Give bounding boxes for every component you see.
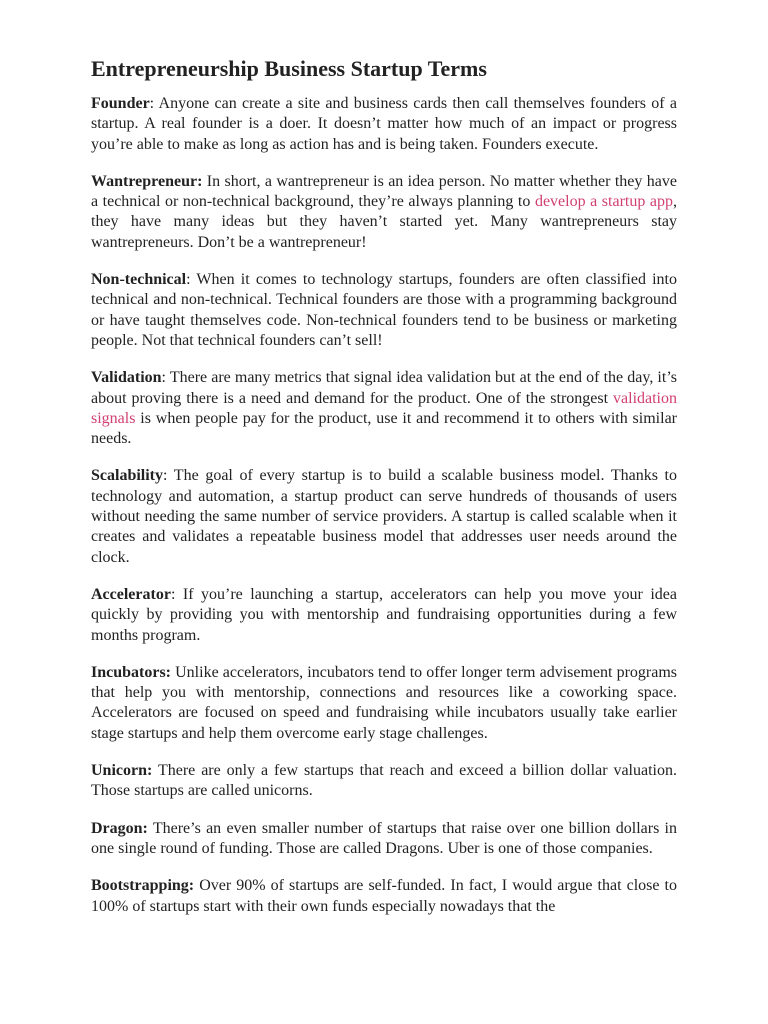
term-paragraph bbox=[91, 876, 677, 917]
term-paragraph bbox=[91, 466, 677, 567]
term-definition-text: Unlike accelerators, incubators tend to offer longer term advisement programs that help you with mentorship, connections and resources like a coworking space. Accelerators are focused on speed and fundraising while incubators usually take earlier stage startups and help them overcome early stage challenges. bbox=[91, 663, 677, 742]
term-paragraph bbox=[91, 270, 677, 351]
term-name: Unicorn: bbox=[91, 762, 153, 780]
term-paragraph bbox=[91, 761, 677, 802]
term-definition-text: , they have many ideas but they haven’t started yet. Many wantrepreneurs stay wantrepreneurs. Don’t be a wantrepreneur! bbox=[91, 193, 677, 251]
term-definition-text: : If you’re launching a startup, accelerators can help you move your idea quickly by providing you with mentorship and fundraising opportunities during a few months program. bbox=[91, 585, 677, 644]
term-paragraph bbox=[91, 94, 677, 155]
term-name: Founder bbox=[91, 95, 150, 112]
term-name: Scalability bbox=[91, 467, 164, 485]
term-name: Validation bbox=[91, 369, 162, 387]
term-definition-text: : When it comes to technology startups, founders are often classified into technical and non-technical. Technical founders are those with a programming background or have taught themselves code. Non-technical founders tend to be business or marketing people. Not that technical founders can’t sell! bbox=[91, 271, 677, 349]
terms-list bbox=[91, 94, 677, 917]
term-definition-text: : Anyone can create a site and business cards then call themselves founders of a startup. A real founder is a doer. It doesn’t matter how much of an impact or progress you’re able to make as long as action has and is being taken. Founders execute. bbox=[91, 95, 677, 153]
term-definition-text: : There are many metrics that signal idea validation but at the end of the day, it’s about proving there is a need and demand for the product. One of the strongest bbox=[91, 369, 677, 407]
term-name: Dragon: bbox=[91, 819, 148, 837]
term-definition-text: There are only a few startups that reach and exceed a billion dollar valuation. Those startups are called unicorns. bbox=[91, 762, 677, 800]
inline-link[interactable]: develop a startup app bbox=[534, 193, 673, 211]
term-paragraph bbox=[91, 368, 677, 449]
term-name: Bootstrapping: bbox=[91, 877, 195, 895]
term-paragraph bbox=[91, 663, 677, 744]
term-paragraph bbox=[91, 172, 677, 253]
inline-link[interactable]: validation signals bbox=[91, 389, 677, 427]
term-paragraph bbox=[91, 819, 677, 860]
term-name: Incubators: bbox=[91, 663, 172, 681]
term-paragraph bbox=[91, 585, 677, 646]
term-name: Accelerator bbox=[91, 585, 171, 603]
term-definition-text: Over 90% of startups are self-funded. In fact, I would argue that close to 100% of startups start with their own funds especially nowadays that the bbox=[91, 877, 677, 915]
term-definition-text: In short, a wantrepreneur is an idea person. No matter whether they have a technical or non-technical background, they’re always planning to bbox=[91, 172, 677, 211]
term-definition-text: : The goal of every startup is to build a scalable business model. Thanks to technology and automation, a startup product can serve hundreds of thousands of users without needing the same number of service providers. A startup is called scalable when it creates and validates a repeatable business model that addresses user needs around the clock. bbox=[91, 467, 677, 566]
term-definition-text: There’s an even smaller number of startups that raise over one billion dollars in one single round of funding. Those are called Dragons. Uber is one of those companies. bbox=[91, 819, 677, 857]
term-name: Non-technical bbox=[91, 271, 187, 289]
page-title: Entrepreneurship Business Startup Terms bbox=[91, 56, 487, 81]
document-body bbox=[91, 56, 677, 934]
term-name: Wantrepreneur: bbox=[91, 172, 203, 190]
term-definition-text: is when people pay for the product, use it and recommend it to others with similar needs. bbox=[91, 409, 677, 448]
